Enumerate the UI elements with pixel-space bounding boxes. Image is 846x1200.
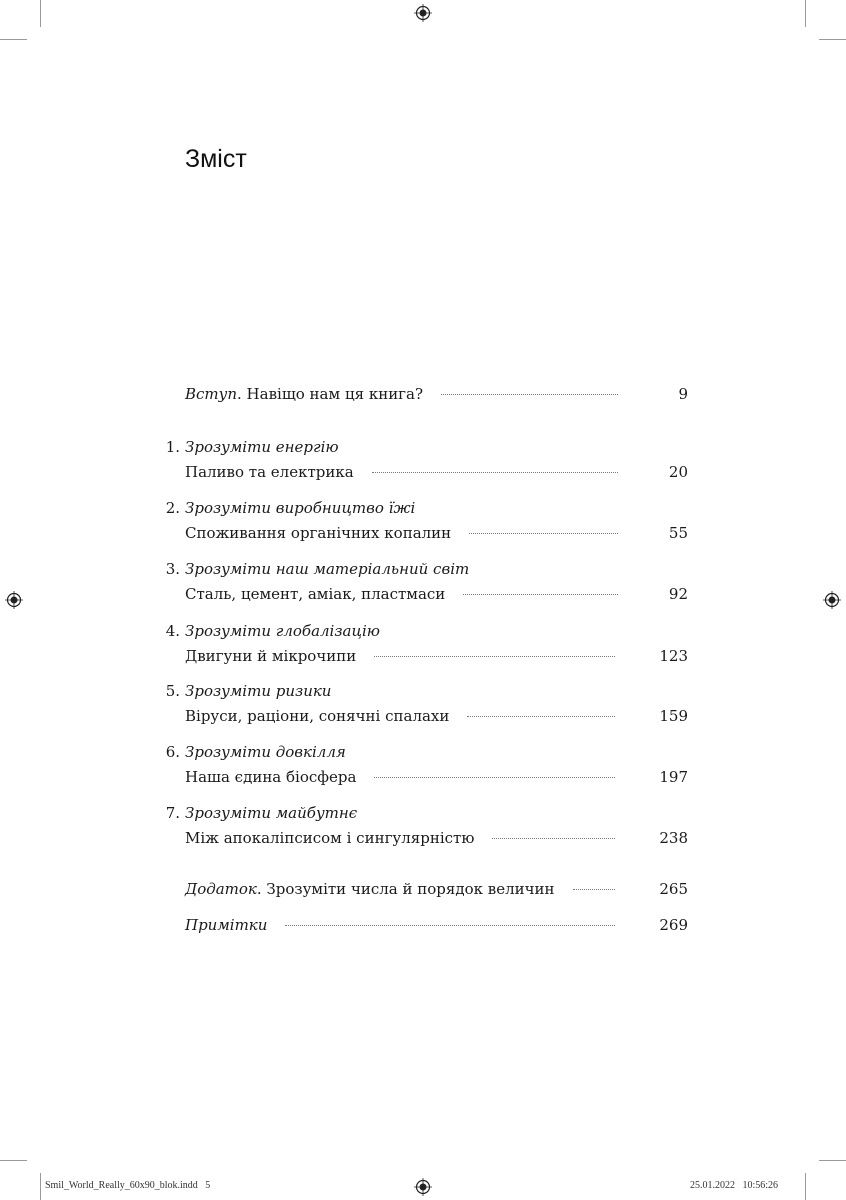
dot-leader	[467, 716, 615, 717]
chapter-subtitle: Наша єдина біосфера	[185, 768, 357, 786]
chapter-heading: Зрозуміти наш матеріальний світ	[185, 560, 470, 578]
page-number: 123	[659, 647, 688, 665]
page-title: Зміст	[185, 145, 247, 173]
chapter-heading: Зрозуміти енергію	[185, 438, 339, 456]
toc-chapter-heading[interactable]	[0, 802, 846, 824]
dot-leader	[573, 889, 616, 890]
crop-mark	[819, 1160, 846, 1161]
dot-leader	[372, 472, 618, 473]
chapter-heading: Зрозуміти довкілля	[185, 743, 346, 761]
chapter-subtitle: Двигуни й мікрочипи	[185, 647, 357, 665]
crop-mark	[805, 1173, 806, 1200]
toc-chapter-entry[interactable]	[0, 583, 846, 605]
page-number: 238	[659, 829, 688, 847]
chapter-number: 5.	[165, 682, 180, 700]
toc-chapter-entry[interactable]	[0, 645, 846, 667]
page-number: 92	[668, 585, 688, 603]
toc-entry-label: Додаток. Зрозуміти числа й порядок величин	[185, 880, 555, 898]
dot-leader	[374, 656, 615, 657]
crop-mark	[0, 1160, 27, 1161]
toc-chapter-entry[interactable]	[0, 827, 846, 849]
toc-chapter-heading[interactable]	[0, 741, 846, 763]
toc-entry-label: Примітки	[185, 916, 268, 934]
registration-mark-icon	[414, 4, 432, 22]
toc-chapter-heading[interactable]	[0, 558, 846, 580]
page-number: 20	[668, 463, 688, 481]
page-number: 9	[678, 385, 688, 403]
crop-mark	[805, 0, 806, 27]
crop-mark	[40, 1173, 41, 1200]
crop-mark	[0, 39, 27, 40]
chapter-subtitle: Між апокаліпсисом і сингулярністю	[185, 829, 475, 847]
dot-leader	[441, 394, 618, 395]
toc-chapter-heading[interactable]	[0, 436, 846, 458]
dot-leader	[374, 777, 615, 778]
toc-chapter-heading[interactable]	[0, 680, 846, 702]
toc-chapter-entry[interactable]	[0, 461, 846, 483]
page-number: 197	[659, 768, 688, 786]
footer-timestamp: 25.01.2022 10:56:26	[690, 1180, 779, 1191]
chapter-number: 4.	[165, 622, 180, 640]
toc-entry-appendix[interactable]	[0, 878, 846, 900]
toc-chapter-entry[interactable]	[0, 766, 846, 788]
chapter-subtitle: Сталь, цемент, аміак, пластмаси	[185, 585, 446, 603]
chapter-subtitle: Паливо та електрика	[185, 463, 354, 481]
chapter-number: 7.	[165, 804, 180, 822]
toc-entry-intro[interactable]	[0, 383, 846, 405]
dot-leader	[463, 594, 618, 595]
chapter-number: 2.	[165, 499, 180, 517]
page-number: 159	[659, 707, 688, 725]
dot-leader	[469, 533, 618, 534]
chapter-subtitle: Споживання органічних копалин	[185, 524, 452, 542]
toc-entry-notes[interactable]	[0, 914, 846, 936]
chapter-heading: Зрозуміти ризики	[185, 682, 332, 700]
page-number: 55	[668, 524, 688, 542]
dot-leader	[492, 838, 615, 839]
chapter-number: 1.	[165, 438, 180, 456]
chapter-subtitle: Віруси, раціони, сонячні спалахи	[185, 707, 450, 725]
toc-chapter-entry[interactable]	[0, 705, 846, 727]
dot-leader	[285, 925, 615, 926]
chapter-heading: Зрозуміти майбутнє	[185, 804, 358, 822]
toc-chapter-heading[interactable]	[0, 620, 846, 642]
toc-chapter-entry[interactable]	[0, 522, 846, 544]
footer-filename: Smil_World_Really_60x90_blok.indd 5	[45, 1180, 211, 1191]
crop-mark	[40, 0, 41, 27]
toc-chapter-heading[interactable]	[0, 497, 846, 519]
page-number: 269	[659, 916, 688, 934]
chapter-number: 6.	[165, 743, 180, 761]
chapter-heading: Зрозуміти глобалізацію	[185, 622, 380, 640]
registration-mark-icon	[414, 1178, 432, 1196]
crop-mark	[819, 39, 846, 40]
page-number: 265	[659, 880, 688, 898]
chapter-number: 3.	[165, 560, 180, 578]
toc-entry-label: Вступ. Навіщо нам ця книга?	[185, 385, 424, 403]
chapter-heading: Зрозуміти виробництво їжі	[185, 499, 416, 517]
